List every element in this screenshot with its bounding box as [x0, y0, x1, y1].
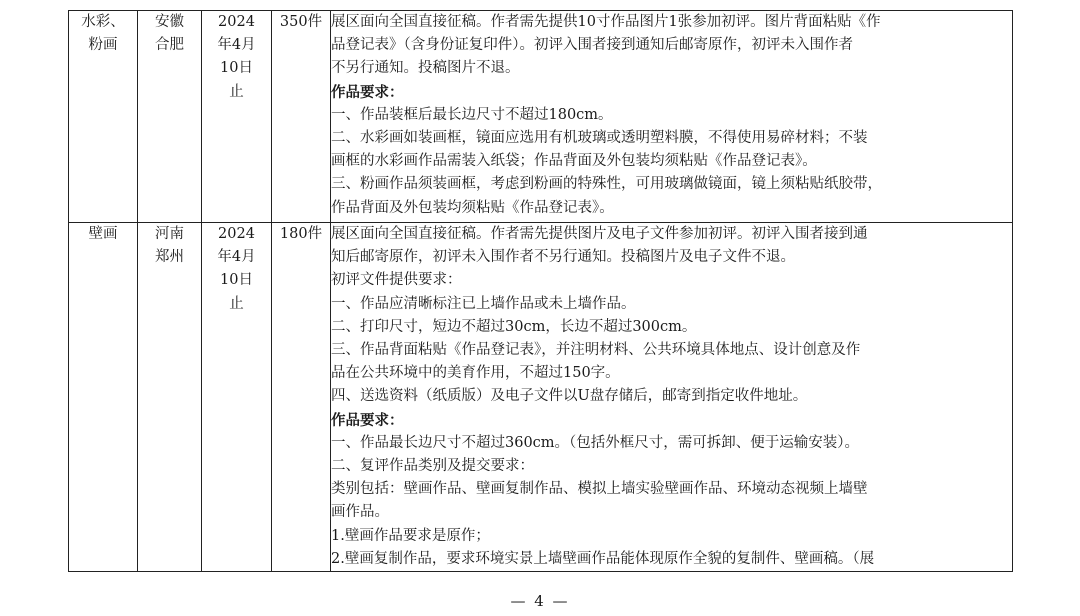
requirement-line: 一、作品装框后最长边尺寸不超过180cm。 — [331, 106, 613, 123]
deadline-line: 2024 — [218, 14, 255, 30]
requirement-line: 品登记表》（含身份证复印件）。初评入围者接到通知后邮寄原作，初评未入围作者 — [331, 37, 853, 54]
location-line: 河南 — [155, 226, 184, 242]
deadline-line: 止 — [229, 295, 244, 312]
requirement-line: 二、水彩画如装画框，镜面应选用有机玻璃或透明塑料膜，不得使用易碎材料；不装 — [331, 130, 868, 147]
deadline-line: 年4月 — [217, 37, 256, 54]
requirement-line: 画作品。 — [331, 504, 389, 521]
category-line: 水彩、 — [81, 14, 125, 30]
requirement-line: 三、作品背面粘贴《作品登记表》，并注明材料、公共环境具体地点、设计创意及作 — [331, 342, 861, 359]
requirement-heading: 作品要求： — [331, 411, 404, 429]
location-line: 郑州 — [155, 249, 184, 266]
requirement-line: 三、粉画作品须装画框，考虑到粉画的特殊性，可用玻璃做镜面，镜上须粘贴纸胶带， — [331, 176, 882, 193]
quota-cell — [272, 11, 331, 223]
requirement-line: 作品背面及外包装均须粘贴《作品登记表》。 — [331, 199, 614, 216]
category-cell — [69, 11, 138, 223]
quota-value: 180件 — [279, 226, 323, 242]
category-cell — [69, 223, 138, 572]
quota-value: 350件 — [279, 14, 323, 30]
submission-requirements-table — [68, 10, 1013, 572]
requirement-line: 一、作品最长边尺寸不超过360cm。（包括外框尺寸，需可拆卸、便于运输安装）。 — [331, 434, 860, 451]
deadline-line: 10日 — [220, 60, 253, 77]
requirement-line: 四、送选资料（纸质版）及电子文件以U盘存储后，邮寄到指定收件地址。 — [331, 388, 808, 405]
category-line: 粉画 — [88, 37, 118, 54]
requirement-line: 初评文件提供要求： — [331, 272, 462, 289]
quota-cell — [272, 223, 331, 572]
table-body — [69, 11, 1013, 572]
requirement-line: 1.壁画作品要求是原作； — [331, 527, 490, 544]
requirement-line: 2.壁画复制作品，要求环境实景上墙壁画作品能体现原作全貌的复制件、壁画稿。（展 — [331, 550, 875, 567]
deadline-cell — [202, 11, 272, 223]
requirements-cell — [331, 11, 1013, 223]
requirement-line: 二、打印尺寸，短边不超过30cm，长边不超过300cm。 — [331, 318, 697, 335]
page-number: — 4 — — [510, 592, 570, 610]
requirement-line: 一、作品应清晰标注已上墙作品或未上墙作品。 — [331, 295, 636, 312]
category-line: 壁画 — [88, 226, 118, 242]
table-row — [69, 11, 1013, 223]
requirement-line: 类别包括：壁画作品、壁画复制作品、模拟上墙实验壁画作品、环境动态视频上墙壁 — [331, 481, 868, 498]
requirement-line: 不另行通知。投稿图片不退。 — [331, 60, 520, 77]
requirement-line: 展区面向全国直接征稿。作者需先提供10寸作品图片1张参加初评。图片背面粘贴《作 — [331, 14, 881, 30]
deadline-line: 止 — [229, 83, 244, 100]
deadline-line: 年4月 — [217, 249, 256, 266]
location-cell — [138, 223, 202, 572]
table-row — [69, 223, 1013, 572]
requirement-line: 二、复评作品类别及提交要求： — [331, 458, 534, 475]
deadline-cell — [202, 223, 272, 572]
requirement-heading: 作品要求： — [331, 83, 404, 101]
deadline-line: 10日 — [220, 272, 253, 289]
deadline-line: 2024 — [218, 226, 255, 242]
requirement-line: 展区面向全国直接征稿。作者需先提供图片及电子文件参加初评。初评入围者接到通 — [331, 226, 868, 242]
location-cell — [138, 11, 202, 223]
location-line: 安徽 — [155, 14, 184, 30]
requirements-cell — [331, 223, 1013, 572]
requirement-line: 品在公共环境中的美育作用，不超过150字。 — [331, 365, 620, 382]
requirement-line: 画框的水彩画作品需装入纸袋；作品背面及外包装均须粘贴《作品登记表》。 — [331, 153, 817, 170]
location-line: 合肥 — [155, 37, 184, 54]
requirement-line: 知后邮寄原作，初评未入围作者不另行通知。投稿图片及电子文件不退。 — [331, 249, 795, 266]
